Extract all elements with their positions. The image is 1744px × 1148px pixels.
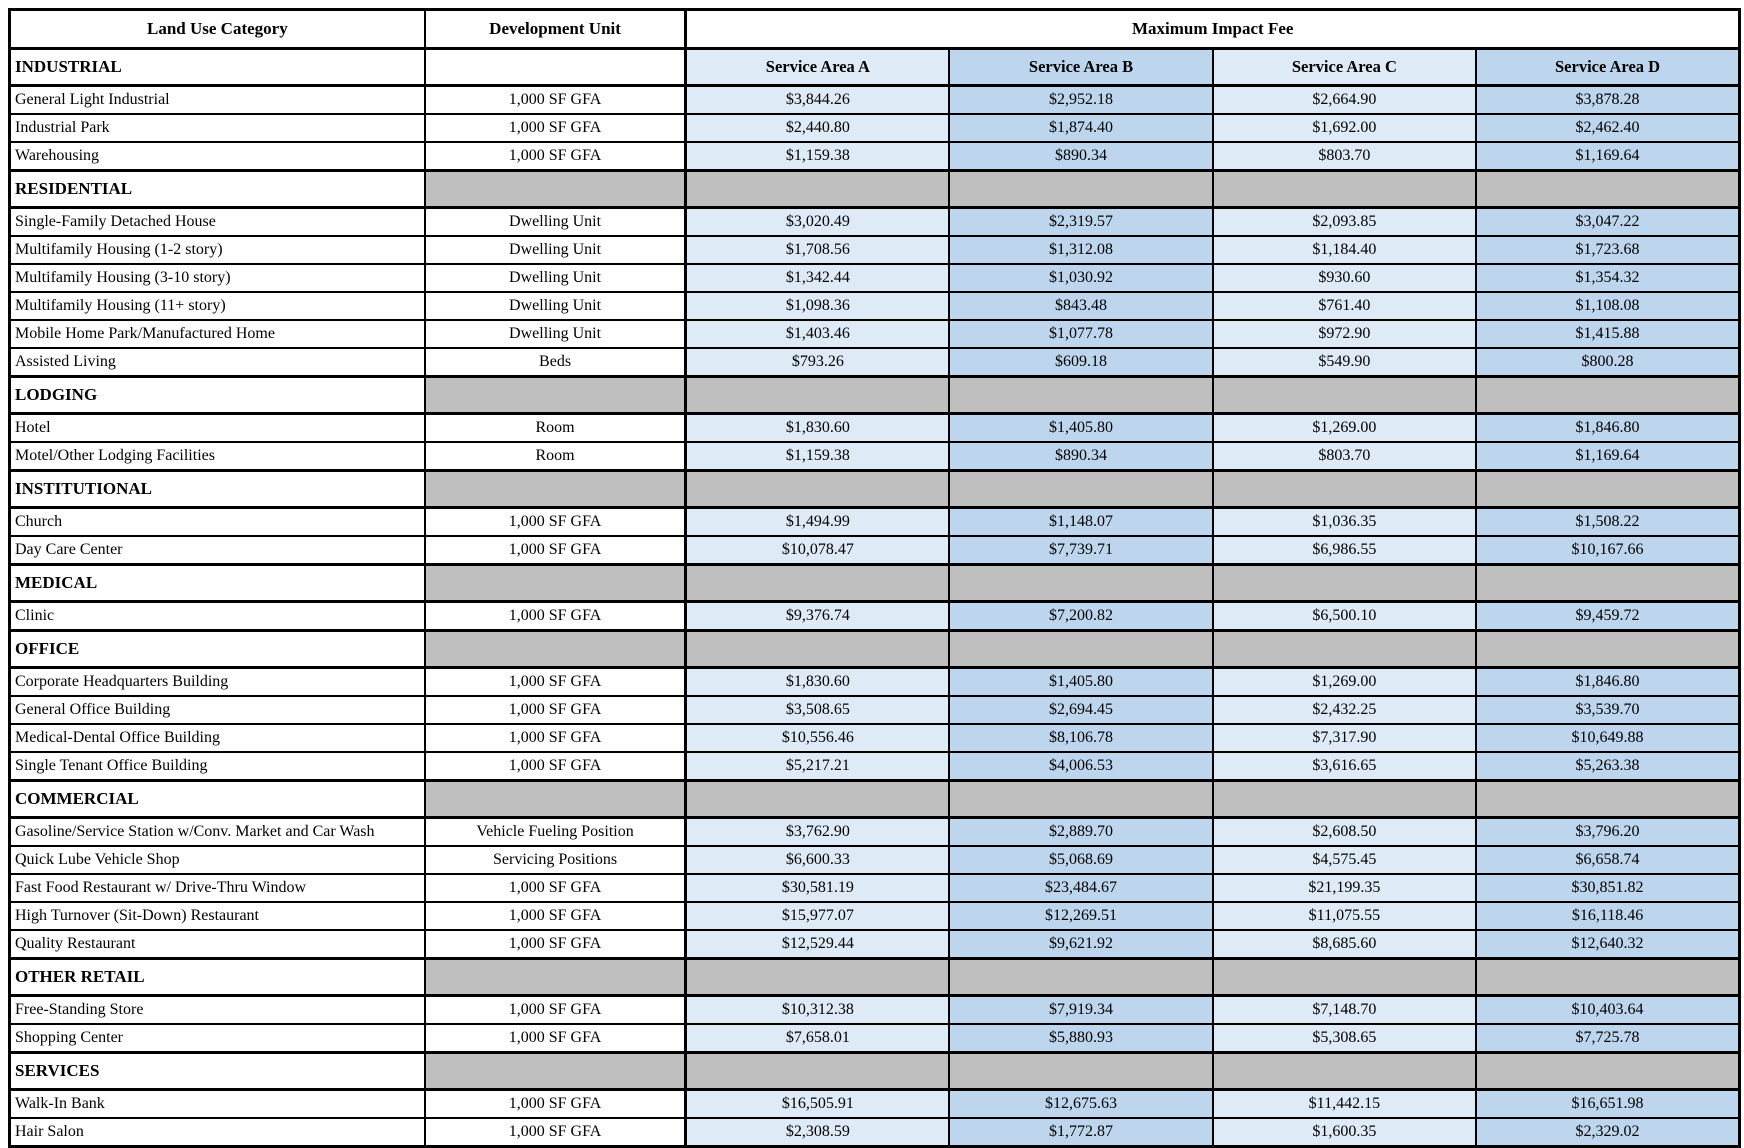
section-fee-cell: [1213, 1053, 1476, 1090]
fee-cell: $11,075.55: [1213, 902, 1476, 930]
section-row: [10, 565, 1740, 602]
fee-cell: $10,167.66: [1476, 536, 1739, 565]
land-use-category-cell: Gasoline/Service Station w/Conv. Market and Car Wash: [10, 818, 425, 847]
table-row: [10, 264, 1740, 292]
land-use-category-cell: High Turnover (Sit-Down) Restaurant: [10, 902, 425, 930]
section-fee-cell: [1213, 631, 1476, 668]
fee-cell: $1,692.00: [1213, 114, 1476, 142]
land-use-category-cell: Day Care Center: [10, 536, 425, 565]
development-unit-cell: 1,000 SF GFA: [425, 752, 686, 781]
fee-cell: $1,405.80: [949, 668, 1212, 697]
section-name: COMMERCIAL: [10, 781, 425, 818]
development-unit-cell: Servicing Positions: [425, 846, 686, 874]
fee-cell: $5,308.65: [1213, 1024, 1476, 1053]
development-unit-cell: 1,000 SF GFA: [425, 668, 686, 697]
fee-cell: $5,068.69: [949, 846, 1212, 874]
land-use-category-header: Land Use Category: [10, 10, 425, 49]
land-use-category-cell: Corporate Headquarters Building: [10, 668, 425, 697]
section-fee-cell: [1213, 781, 1476, 818]
table-row: [10, 86, 1740, 115]
fee-cell: $1,030.92: [949, 264, 1212, 292]
fee-cell: $2,608.50: [1213, 818, 1476, 847]
table-row: [10, 142, 1740, 171]
fee-cell: $3,508.65: [686, 696, 949, 724]
fee-cell: $5,880.93: [949, 1024, 1212, 1053]
development-unit-cell: 1,000 SF GFA: [425, 114, 686, 142]
fee-cell: $2,440.80: [686, 114, 949, 142]
fee-cell: $12,640.32: [1476, 930, 1739, 959]
fee-cell: $9,459.72: [1476, 602, 1739, 631]
fee-cell: $12,529.44: [686, 930, 949, 959]
fee-cell: $3,844.26: [686, 86, 949, 115]
fee-cell: $3,020.49: [686, 208, 949, 237]
maximum-impact-fee-header: Maximum Impact Fee: [686, 10, 1740, 49]
fee-cell: $8,106.78: [949, 724, 1212, 752]
section-fee-cell: [1476, 171, 1739, 208]
development-unit-header: Development Unit: [425, 10, 686, 49]
fee-cell: $2,952.18: [949, 86, 1212, 115]
land-use-category-cell: Warehousing: [10, 142, 425, 171]
development-unit-cell: Dwelling Unit: [425, 208, 686, 237]
land-use-category-cell: Free-Standing Store: [10, 996, 425, 1025]
fee-cell: $800.28: [1476, 348, 1739, 377]
fee-cell: $30,851.82: [1476, 874, 1739, 902]
fee-cell: $930.60: [1213, 264, 1476, 292]
table-row: [10, 846, 1740, 874]
fee-cell: $1,169.64: [1476, 142, 1739, 171]
development-unit-cell: Dwelling Unit: [425, 236, 686, 264]
fee-cell: $2,093.85: [1213, 208, 1476, 237]
development-unit-cell: Dwelling Unit: [425, 320, 686, 348]
table-row: [10, 1024, 1740, 1053]
section-fee-cell: [686, 1053, 949, 1090]
fee-cell: $3,047.22: [1476, 208, 1739, 237]
fee-cell: $1,108.08: [1476, 292, 1739, 320]
table-row: [10, 752, 1740, 781]
land-use-category-cell: Assisted Living: [10, 348, 425, 377]
fee-cell: $9,621.92: [949, 930, 1212, 959]
development-unit-cell: 1,000 SF GFA: [425, 1024, 686, 1053]
section-name: SERVICES: [10, 1053, 425, 1090]
development-unit-cell: Beds: [425, 348, 686, 377]
fee-cell: $890.34: [949, 142, 1212, 171]
service-area-header: Service Area C: [1213, 49, 1476, 86]
land-use-category-cell: Hotel: [10, 414, 425, 443]
fee-cell: $7,725.78: [1476, 1024, 1739, 1053]
fee-cell: $16,651.98: [1476, 1090, 1739, 1119]
impact-fee-table: [8, 8, 1741, 1148]
development-unit-cell: Dwelling Unit: [425, 264, 686, 292]
fee-cell: $6,986.55: [1213, 536, 1476, 565]
development-unit-cell: Room: [425, 442, 686, 471]
table-row: [10, 236, 1740, 264]
section-fee-cell: [1213, 171, 1476, 208]
table-row: [10, 1118, 1740, 1147]
section-fee-cell: [686, 471, 949, 508]
table-row: [10, 442, 1740, 471]
fee-cell: $10,556.46: [686, 724, 949, 752]
table-row: [10, 114, 1740, 142]
development-unit-cell: 1,000 SF GFA: [425, 696, 686, 724]
fee-cell: $1,830.60: [686, 668, 949, 697]
fee-cell: $1,415.88: [1476, 320, 1739, 348]
land-use-category-cell: General Office Building: [10, 696, 425, 724]
fee-cell: $1,169.64: [1476, 442, 1739, 471]
section-unit-cell: [425, 631, 686, 668]
section-name: INDUSTRIAL: [10, 49, 425, 86]
development-unit-cell: 1,000 SF GFA: [425, 996, 686, 1025]
table-row: [10, 348, 1740, 377]
land-use-category-cell: General Light Industrial: [10, 86, 425, 115]
section-name: OFFICE: [10, 631, 425, 668]
section-fee-cell: [686, 565, 949, 602]
section-fee-cell: [1213, 471, 1476, 508]
fee-cell: $1,312.08: [949, 236, 1212, 264]
land-use-category-cell: Clinic: [10, 602, 425, 631]
fee-cell: $2,319.57: [949, 208, 1212, 237]
section-unit-cell: [425, 959, 686, 996]
development-unit-cell: 1,000 SF GFA: [425, 902, 686, 930]
development-unit-cell: Dwelling Unit: [425, 292, 686, 320]
section-fee-cell: [949, 171, 1212, 208]
section-fee-cell: [686, 171, 949, 208]
section-row: [10, 631, 1740, 668]
fee-cell: $1,874.40: [949, 114, 1212, 142]
section-row: [10, 49, 1740, 86]
development-unit-cell: Vehicle Fueling Position: [425, 818, 686, 847]
development-unit-cell: 1,000 SF GFA: [425, 1118, 686, 1147]
land-use-category-cell: Shopping Center: [10, 1024, 425, 1053]
fee-cell: $7,658.01: [686, 1024, 949, 1053]
development-unit-cell: 1,000 SF GFA: [425, 508, 686, 537]
table-row: [10, 996, 1740, 1025]
section-fee-cell: [1476, 781, 1739, 818]
fee-cell: $7,317.90: [1213, 724, 1476, 752]
section-row: [10, 377, 1740, 414]
fee-cell: $1,723.68: [1476, 236, 1739, 264]
fee-cell: $1,159.38: [686, 142, 949, 171]
section-unit-cell: [425, 377, 686, 414]
fee-cell: $1,184.40: [1213, 236, 1476, 264]
fee-cell: $3,796.20: [1476, 818, 1739, 847]
land-use-category-cell: Walk-In Bank: [10, 1090, 425, 1119]
fee-cell: $10,403.64: [1476, 996, 1739, 1025]
land-use-category-cell: Multifamily Housing (3-10 story): [10, 264, 425, 292]
section-row: [10, 781, 1740, 818]
fee-cell: $1,077.78: [949, 320, 1212, 348]
section-fee-cell: [686, 959, 949, 996]
section-unit-cell: [425, 1053, 686, 1090]
fee-cell: $1,830.60: [686, 414, 949, 443]
table-row: [10, 292, 1740, 320]
section-name: MEDICAL: [10, 565, 425, 602]
fee-cell: $6,500.10: [1213, 602, 1476, 631]
fee-cell: $15,977.07: [686, 902, 949, 930]
fee-cell: $1,148.07: [949, 508, 1212, 537]
fee-cell: $8,685.60: [1213, 930, 1476, 959]
table-row: [10, 818, 1740, 847]
section-fee-cell: [686, 631, 949, 668]
fee-cell: $1,269.00: [1213, 414, 1476, 443]
section-row: [10, 171, 1740, 208]
section-fee-cell: [949, 565, 1212, 602]
fee-cell: $843.48: [949, 292, 1212, 320]
section-name: INSTITUTIONAL: [10, 471, 425, 508]
fee-cell: $1,600.35: [1213, 1118, 1476, 1147]
fee-cell: $1,405.80: [949, 414, 1212, 443]
section-unit-cell: [425, 781, 686, 818]
fee-cell: $6,600.33: [686, 846, 949, 874]
section-fee-cell: [686, 781, 949, 818]
fee-cell: $2,664.90: [1213, 86, 1476, 115]
fee-cell: $11,442.15: [1213, 1090, 1476, 1119]
fee-cell: $2,432.25: [1213, 696, 1476, 724]
section-row: [10, 1053, 1740, 1090]
section-name: OTHER RETAIL: [10, 959, 425, 996]
fee-cell: $1,098.36: [686, 292, 949, 320]
fee-cell: $7,919.34: [949, 996, 1212, 1025]
fee-cell: $2,694.45: [949, 696, 1212, 724]
service-area-header: Service Area B: [949, 49, 1212, 86]
fee-cell: $21,199.35: [1213, 874, 1476, 902]
section-fee-cell: [949, 781, 1212, 818]
table-row: [10, 1090, 1740, 1119]
section-fee-cell: [949, 471, 1212, 508]
fee-cell: $1,159.38: [686, 442, 949, 471]
table-row: [10, 602, 1740, 631]
development-unit-cell: 1,000 SF GFA: [425, 86, 686, 115]
section-row: [10, 959, 1740, 996]
fee-cell: $4,006.53: [949, 752, 1212, 781]
fee-cell: $1,846.80: [1476, 414, 1739, 443]
section-unit-cell: [425, 171, 686, 208]
development-unit-cell: Room: [425, 414, 686, 443]
table-row: [10, 536, 1740, 565]
fee-cell: $30,581.19: [686, 874, 949, 902]
section-fee-cell: [1213, 959, 1476, 996]
fee-cell: $12,675.63: [949, 1090, 1212, 1119]
fee-cell: $3,762.90: [686, 818, 949, 847]
fee-cell: $2,889.70: [949, 818, 1212, 847]
table-row: [10, 508, 1740, 537]
fee-cell: $2,308.59: [686, 1118, 949, 1147]
fee-cell: $23,484.67: [949, 874, 1212, 902]
table-row: [10, 320, 1740, 348]
fee-cell: $10,649.88: [1476, 724, 1739, 752]
fee-cell: $12,269.51: [949, 902, 1212, 930]
section-fee-cell: [1476, 565, 1739, 602]
development-unit-cell: 1,000 SF GFA: [425, 724, 686, 752]
section-fee-cell: [949, 631, 1212, 668]
land-use-category-cell: Quality Restaurant: [10, 930, 425, 959]
section-unit-cell: [425, 565, 686, 602]
development-unit-cell: 1,000 SF GFA: [425, 602, 686, 631]
land-use-category-cell: Multifamily Housing (11+ story): [10, 292, 425, 320]
fee-cell: $16,118.46: [1476, 902, 1739, 930]
land-use-category-cell: Hair Salon: [10, 1118, 425, 1147]
development-unit-cell: 1,000 SF GFA: [425, 142, 686, 171]
land-use-category-cell: Industrial Park: [10, 114, 425, 142]
fee-cell: $10,078.47: [686, 536, 949, 565]
fee-cell: $549.90: [1213, 348, 1476, 377]
section-fee-cell: [949, 1053, 1212, 1090]
fee-cell: $1,846.80: [1476, 668, 1739, 697]
development-unit-cell: 1,000 SF GFA: [425, 1090, 686, 1119]
table-row: [10, 668, 1740, 697]
section-row: [10, 471, 1740, 508]
table-row: [10, 902, 1740, 930]
fee-cell: $1,354.32: [1476, 264, 1739, 292]
land-use-category-cell: Single-Family Detached House: [10, 208, 425, 237]
land-use-category-cell: Medical-Dental Office Building: [10, 724, 425, 752]
development-unit-cell: 1,000 SF GFA: [425, 874, 686, 902]
fee-cell: $1,508.22: [1476, 508, 1739, 537]
section-fee-cell: [1476, 377, 1739, 414]
service-area-header: Service Area A: [686, 49, 949, 86]
section-fee-cell: [1476, 471, 1739, 508]
fee-cell: $7,739.71: [949, 536, 1212, 565]
land-use-category-cell: Multifamily Housing (1-2 story): [10, 236, 425, 264]
fee-cell: $5,263.38: [1476, 752, 1739, 781]
section-unit-cell: [425, 49, 686, 86]
table-row: [10, 414, 1740, 443]
section-name: LODGING: [10, 377, 425, 414]
section-fee-cell: [686, 377, 949, 414]
fee-cell: $6,658.74: [1476, 846, 1739, 874]
fee-cell: $1,708.56: [686, 236, 949, 264]
fee-cell: $761.40: [1213, 292, 1476, 320]
land-use-category-cell: Church: [10, 508, 425, 537]
fee-cell: $793.26: [686, 348, 949, 377]
table-row: [10, 930, 1740, 959]
fee-cell: $972.90: [1213, 320, 1476, 348]
fee-cell: $9,376.74: [686, 602, 949, 631]
fee-cell: $4,575.45: [1213, 846, 1476, 874]
section-fee-cell: [1476, 959, 1739, 996]
section-fee-cell: [1476, 1053, 1739, 1090]
section-unit-cell: [425, 471, 686, 508]
table-header-row: [10, 10, 1740, 49]
fee-cell: $2,462.40: [1476, 114, 1739, 142]
land-use-category-cell: Quick Lube Vehicle Shop: [10, 846, 425, 874]
table-row: [10, 724, 1740, 752]
land-use-category-cell: Fast Food Restaurant w/ Drive-Thru Window: [10, 874, 425, 902]
fee-cell: $2,329.02: [1476, 1118, 1739, 1147]
fee-cell: $803.70: [1213, 142, 1476, 171]
section-fee-cell: [1213, 377, 1476, 414]
development-unit-cell: 1,000 SF GFA: [425, 930, 686, 959]
fee-cell: $3,616.65: [1213, 752, 1476, 781]
fee-cell: $10,312.38: [686, 996, 949, 1025]
fee-cell: $7,148.70: [1213, 996, 1476, 1025]
section-fee-cell: [949, 377, 1212, 414]
fee-cell: $1,269.00: [1213, 668, 1476, 697]
section-fee-cell: [1213, 565, 1476, 602]
table-row: [10, 696, 1740, 724]
fee-cell: $1,772.87: [949, 1118, 1212, 1147]
land-use-category-cell: Motel/Other Lodging Facilities: [10, 442, 425, 471]
fee-cell: $5,217.21: [686, 752, 949, 781]
section-fee-cell: [949, 959, 1212, 996]
fee-cell: $1,036.35: [1213, 508, 1476, 537]
fee-cell: $1,342.44: [686, 264, 949, 292]
fee-cell: $3,539.70: [1476, 696, 1739, 724]
service-area-header: Service Area D: [1476, 49, 1739, 86]
fee-cell: $7,200.82: [949, 602, 1212, 631]
table-row: [10, 874, 1740, 902]
fee-cell: $803.70: [1213, 442, 1476, 471]
development-unit-cell: 1,000 SF GFA: [425, 536, 686, 565]
section-fee-cell: [1476, 631, 1739, 668]
fee-cell: $1,403.46: [686, 320, 949, 348]
fee-cell: $3,878.28: [1476, 86, 1739, 115]
fee-cell: $609.18: [949, 348, 1212, 377]
land-use-category-cell: Mobile Home Park/Manufactured Home: [10, 320, 425, 348]
fee-cell: $16,505.91: [686, 1090, 949, 1119]
section-name: RESIDENTIAL: [10, 171, 425, 208]
table-row: [10, 208, 1740, 237]
fee-cell: $890.34: [949, 442, 1212, 471]
fee-cell: $1,494.99: [686, 508, 949, 537]
land-use-category-cell: Single Tenant Office Building: [10, 752, 425, 781]
